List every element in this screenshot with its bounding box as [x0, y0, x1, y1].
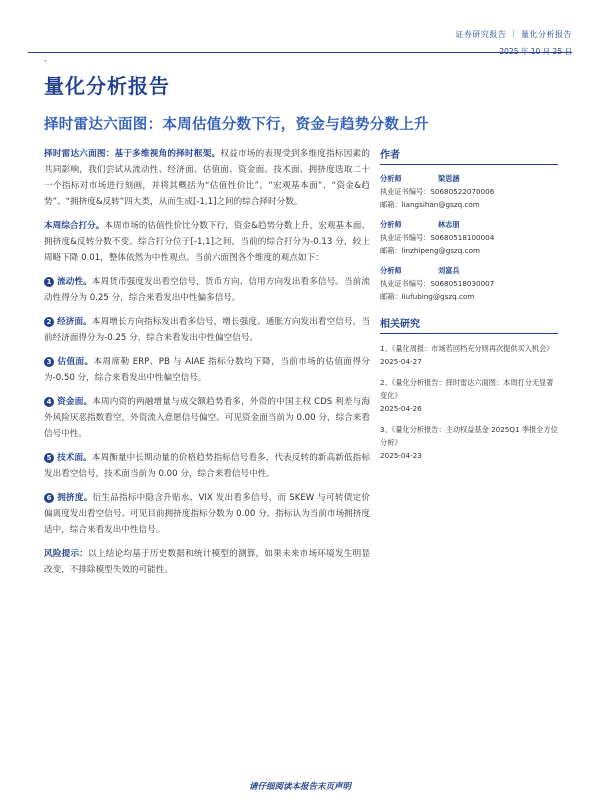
number-badge-2: 2 [44, 317, 54, 327]
author-name: 梁思涵 [438, 174, 460, 183]
report-date: 2025 年 10 月 25 日 [499, 47, 572, 56]
related-item-title[interactable]: 2、《量化分析报告：择时雷达六面图：本周打分无显著变化》 [380, 378, 554, 400]
item-lead: 技术面。 [57, 453, 92, 463]
score-paragraph [44, 218, 370, 266]
author-name: 林志朋 [438, 220, 460, 229]
author-name: 刘富兵 [438, 266, 460, 275]
item-lead: 流动性。 [57, 277, 92, 287]
related-heading: 相关研究 [380, 315, 558, 334]
item-crowding [44, 490, 370, 538]
header-rule [28, 52, 572, 53]
related-item-title[interactable]: 3、《量化分析报告：主动权益基金 2025Q1 季报全方位分析》 [380, 425, 558, 447]
author-email[interactable]: 邮箱：liufubing@gszq.com [380, 292, 475, 301]
related-item-date: 2025-04-23 [380, 451, 422, 460]
number-badge-1: 1 [44, 277, 54, 287]
author-card [380, 172, 558, 211]
intro-paragraph [44, 146, 370, 210]
item-text: 本周内资的两融增量与成交额趋势看多，外资的中国主权 CDS 利差与海外风险厌恶指数看空，外资流入意愿信号偏空。可见资金面当前为 0.00 分，综合来看信号中性。 [44, 397, 370, 439]
score-lead: 本周综合打分。 [44, 221, 105, 231]
related-item-date: 2025-04-26 [380, 404, 422, 413]
intro-text: 权益市场的表现受到多维度指标因素的共同影响，我们尝试从流动性、经济面、估值面、资金面、技术面、拥挤度选取二十一个指标对市场进行刻画，并将其概括为“估值性价比”、“宏观基本面”、“资金&趋势”、“拥挤度&反转”四大类，从而生成[-1,1]之间的综合择时分数。 [44, 149, 370, 207]
item-text: 本周衡量中长期动量的价格趋势指标信号看多，代表反转的新高新低指标发出看空信号，技术面当前为 0.00 分，综合来看信号中性。 [44, 453, 370, 479]
risk-paragraph [44, 546, 370, 578]
item-lead: 拥挤度。 [57, 493, 93, 503]
item-lead: 估值面。 [57, 357, 94, 367]
item-capital [44, 394, 370, 442]
risk-lead: 风险提示： [44, 549, 89, 559]
number-badge-5: 5 [44, 453, 54, 463]
main-body [44, 146, 370, 586]
related-item[interactable] [380, 342, 558, 368]
item-liquidity [44, 274, 370, 306]
related-item[interactable] [380, 376, 558, 415]
author-cert: 执业证书编号：S0680518030007 [380, 279, 495, 288]
doc-type-label: 证券研究报告 ｜ 量化分析报告 [455, 30, 572, 39]
author-email[interactable]: 邮箱：liangsihan@gszq.com [380, 200, 480, 209]
item-economy [44, 314, 370, 346]
author-email[interactable]: 邮箱：linzhipeng@gszq.com [380, 246, 481, 255]
author-role: 分析师 [380, 266, 402, 275]
item-lead: 经济面。 [57, 317, 92, 327]
header-dot: - [44, 56, 47, 65]
author-card [380, 218, 558, 257]
item-lead: 资金面。 [57, 397, 93, 407]
number-badge-6: 6 [44, 493, 54, 503]
number-badge-4: 4 [44, 397, 54, 407]
report-headline: 择时雷达六面图：本周估值分数下行，资金与趋势分数上升 [44, 117, 429, 133]
item-technical [44, 450, 370, 482]
intro-lead: 择时雷达六面图：基于多维视角的择时框架。 [44, 149, 221, 159]
author-role: 分析师 [380, 220, 402, 229]
report-type-title: 量化分析报告 [44, 74, 170, 98]
author-role: 分析师 [380, 174, 402, 183]
author-card [380, 264, 558, 303]
author-cert: 执业证书编号：S0680518100004 [380, 233, 495, 242]
item-text: 本周席勒 ERP、PB 与 AIAE 指标分数均下降，当前市场的估值面得分为-0.50 分，综合来看发出中性偏空信号。 [44, 357, 370, 383]
item-text: 本周货币强度发出看空信号，货币方向、信用方向发出看多信号。当前流动性得分为 0.25 分，综合来看发出中性偏多信号。 [44, 277, 370, 303]
related-item-date: 2025-04-27 [380, 357, 422, 366]
related-research [380, 315, 558, 462]
score-text: 本周市场的估值性价比分数下行，资金&趋势分数上升，宏观基本面、拥挤度&反转分数不变。综合打分位于[-1,1]之间，当前的综合打分为-0.13 分，较上周略下降 0.01，整体依然为中性观点。当前六面图各个维度的观点如下： [44, 221, 370, 263]
item-valuation [44, 354, 370, 386]
footer-disclaimer: 请仔细阅读本报告末页声明 [248, 782, 351, 792]
authors-heading: 作者 [380, 146, 558, 165]
author-cert: 执业证书编号：S0680522070006 [380, 187, 495, 196]
item-text: 衍生品指标中隐含升贴水、VIX 发出看多信号，而 SKEW 与可转债定价偏离度发出看空信号。可见目前拥挤度指标分数为 0.00 分，指标认为当前市场拥挤度适中，综合来看发出中性信号。 [44, 493, 370, 535]
related-item-title[interactable]: 1、《量化周报：市场若回档充分则再次提供买入机会》 [380, 344, 554, 353]
sidebar [380, 146, 558, 462]
risk-text: 以上结论均基于历史数据和统计模型的测算，如果未来市场环境发生明显改变，不排除模型失效的可能性。 [44, 549, 370, 575]
item-text: 本周增长方向指标发出看多信号，增长强度、通胀方向发出看空信号，当前经济面得分为-0.25 分，综合来看发出中性偏空信号。 [44, 317, 370, 343]
number-badge-3: 3 [44, 357, 54, 367]
related-item[interactable] [380, 423, 558, 462]
